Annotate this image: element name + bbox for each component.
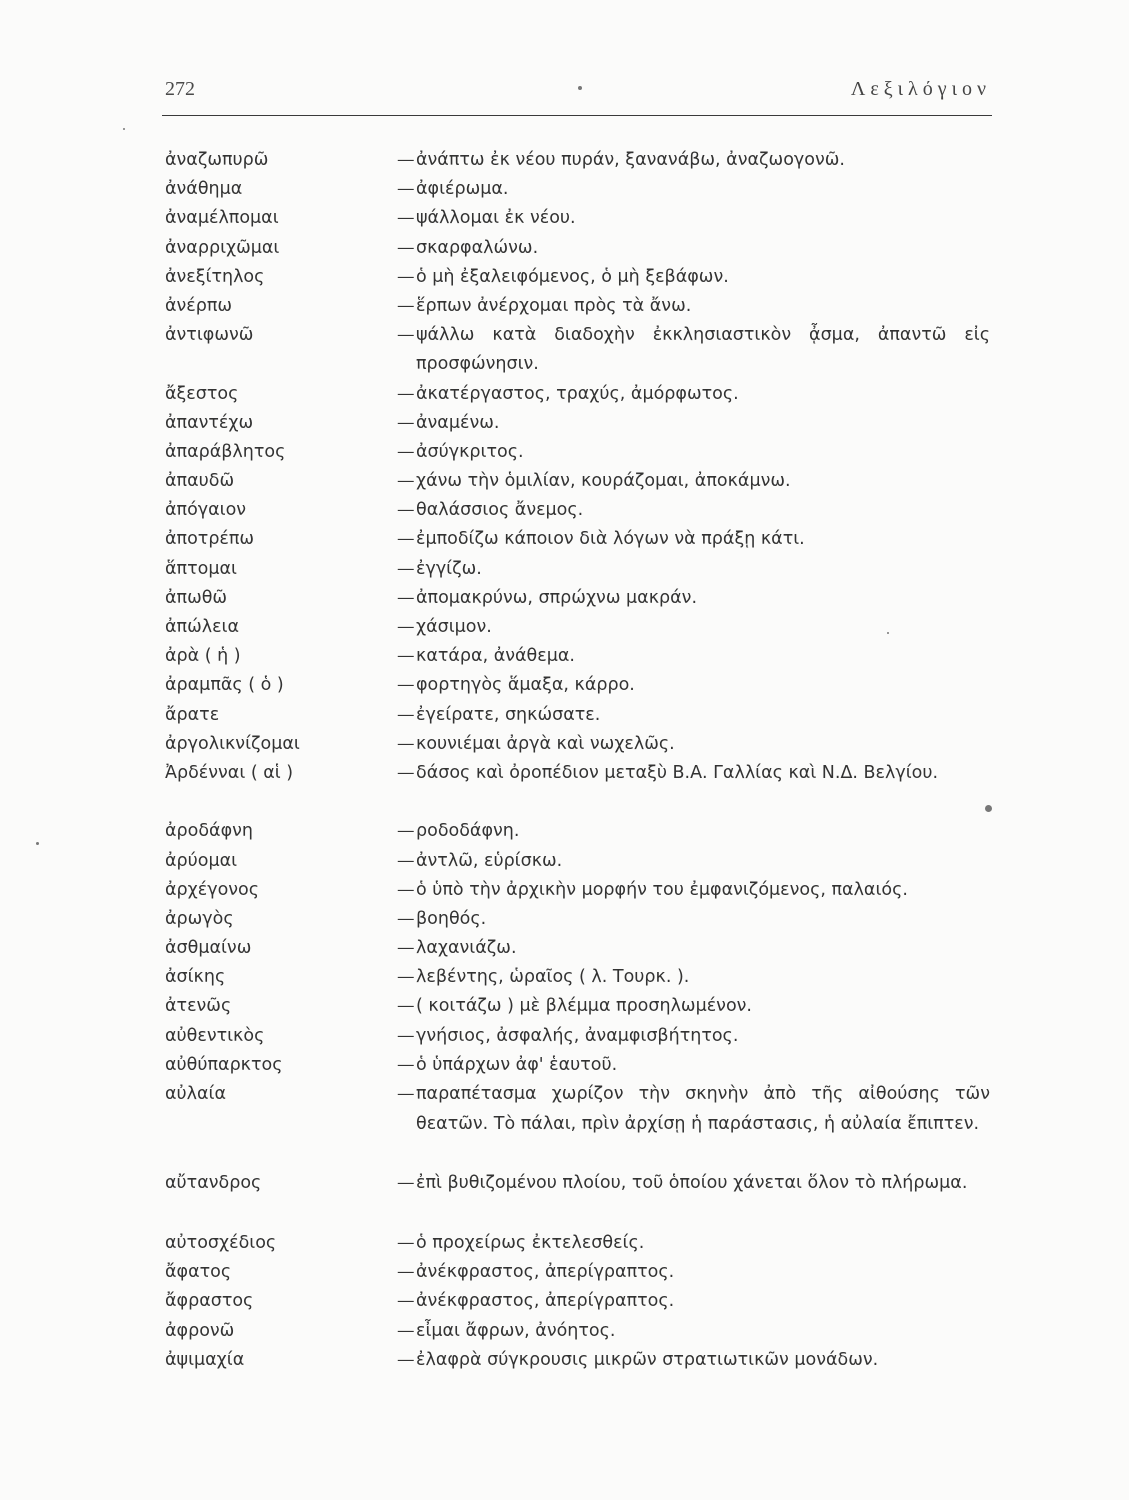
entry-term: ἀργολικνίζομαι [165, 733, 300, 754]
entry-term: ἀσίκης [165, 967, 226, 988]
glossary-entry [165, 409, 995, 438]
entry-definition: ἀντλῶ, εὑρίσκω. [416, 850, 563, 871]
entry-dash: — [397, 1349, 415, 1370]
entry-dash: — [397, 1084, 415, 1105]
entry-definition: ἐμποδίζω κάποιον διὰ λόγων νὰ πράξῃ κάτι. [416, 529, 805, 550]
entry-definition: δάσος καὶ ὀροπέδιον μεταξὺ Β.Α. Γαλλίας καὶ Ν.Δ. Βελγίου. [416, 762, 939, 783]
entry-dash: — [397, 558, 415, 579]
speck [887, 632, 889, 634]
glossary-entry [165, 292, 995, 321]
entry-definition: ἐγγίζω. [416, 558, 482, 579]
glossary-entry [165, 759, 995, 817]
entry-term: αὔτανδρος [165, 1173, 262, 1194]
entry-dash: — [397, 1173, 415, 1194]
entry-term: ἀντιφωνῶ [165, 325, 254, 346]
glossary-entry [165, 263, 995, 292]
entry-term: ἀποτρέπω [165, 529, 255, 550]
page-header [165, 78, 991, 108]
entry-definition: ἀφιέρωμα. [416, 179, 509, 200]
entry-term: ἀροδάφνη [165, 821, 254, 842]
entry-dash: — [397, 179, 415, 200]
glossary-entry [165, 555, 995, 584]
glossary-entry [165, 525, 995, 554]
entry-definition: ἐλαφρὰ σύγκρουσις μικρῶν στρατιωτικῶν μονάδων. [416, 1349, 879, 1370]
entry-dash: — [397, 500, 415, 521]
entry-definition: ἀκατέργαστος, τραχύς, ἀμόρφωτος. [416, 383, 739, 404]
entry-dash: — [397, 850, 415, 871]
running-title: Λεξιλόγιον [850, 78, 991, 100]
entry-definition: ὁ ὑπὸ τὴν ἀρχικὴν μορφήν του ἐμφανιζόμενος, παλαιός. [416, 879, 908, 900]
entry-definition: χάσιμον. [416, 617, 492, 638]
glossary-entry [165, 321, 995, 379]
glossary-entry [165, 701, 995, 730]
entry-definition: φορτηγὸς ἅμαξα, κάρρο. [416, 675, 635, 696]
entry-definition: παραπέτασμα χωρίζον τὴν σκηνὴν ἀπὸ τῆς αἰθούσης τῶν θεατῶν. Τὸ πάλαι, πρὶν ἀρχίσῃ ἡ παράστασις, ἡ αὐλαία ἔπιπτεν. [416, 1084, 990, 1134]
entry-term: ἄξεστος [165, 383, 239, 404]
entry-dash: — [397, 675, 415, 696]
entry-definition: κατάρα, ἀνάθεμα. [416, 646, 575, 667]
entry-term: ἀρὰ ( ἡ ) [165, 646, 241, 667]
entry-dash: — [397, 587, 415, 608]
entry-definition: λαχανιάζω. [416, 938, 517, 959]
entry-term: ἀνάθημα [165, 179, 243, 200]
entry-dash: — [397, 879, 415, 900]
entry-term: ἀναμέλπομαι [165, 208, 279, 229]
speck [123, 128, 125, 130]
entry-definition: ἐγείρατε, σηκώσατε. [416, 704, 601, 725]
glossary-entry [165, 1051, 995, 1080]
entry-dash: — [397, 938, 415, 959]
glossary-entry [165, 671, 995, 700]
glossary-entry [165, 905, 995, 934]
glossary-entry [165, 438, 995, 467]
speck [36, 842, 39, 845]
entry-term: ἀψιμαχία [165, 1349, 245, 1370]
glossary-entry [165, 1346, 995, 1375]
glossary-entry [165, 1080, 995, 1169]
entry-definition: ἀνέκφραστος, ἀπερίγραπτος. [416, 1262, 675, 1283]
entry-dash: — [397, 821, 415, 842]
glossary-entry [165, 1229, 995, 1258]
glossary-entry [165, 496, 995, 525]
entry-term: ἄφραστος [165, 1291, 254, 1312]
entry-definition: βοηθός. [416, 908, 487, 929]
glossary-entry [165, 1317, 995, 1346]
glossary-entry [165, 234, 995, 263]
entry-term: ἀνεξίτηλος [165, 266, 265, 287]
glossary-entry [165, 847, 995, 876]
entry-term: ἀπώλεια [165, 617, 239, 638]
entry-definition: ἐπὶ βυθιζομένου πλοίου, τοῦ ὁποίου χάνεται ὅλον τὸ πλήρωμα. [416, 1173, 968, 1194]
glossary-entry [165, 1258, 995, 1287]
entry-dash: — [397, 237, 415, 258]
glossary-entry [165, 817, 995, 846]
entry-dash: — [397, 1291, 415, 1312]
entry-term: ἀναρριχῶμαι [165, 237, 280, 258]
entry-dash: — [397, 441, 415, 462]
entry-term: ἀφρονῶ [165, 1320, 235, 1341]
entry-term: ἀπωθῶ [165, 587, 228, 608]
glossary-entry [165, 175, 995, 204]
entry-definition: ὁ μὴ ἐξαλειφόμενος, ὁ μὴ ξεβάφων. [416, 266, 729, 287]
glossary-entry [165, 1287, 995, 1316]
entry-dash: — [397, 150, 415, 170]
glossary-entry [165, 730, 995, 759]
entry-dash: — [397, 996, 415, 1017]
entry-term: ἄρατε [165, 704, 220, 725]
entry-term: αὐθύπαρκτος [165, 1054, 283, 1075]
entry-dash: — [397, 967, 415, 988]
speck [578, 86, 582, 90]
entry-dash: — [397, 383, 415, 404]
glossary-entry [165, 467, 995, 496]
entry-term: ἀρχέγονος [165, 879, 260, 900]
entry-definition: ἕρπων ἀνέρχομαι πρὸς τὰ ἄνω. [416, 295, 692, 316]
entry-dash: — [397, 733, 415, 754]
entry-definition: σκαρφαλώνω. [416, 237, 539, 258]
glossary-entry [165, 992, 995, 1021]
entry-term: ἀρύομαι [165, 850, 238, 871]
entry-definition: εἶμαι ἄφρων, ἀνόητος. [416, 1320, 616, 1341]
entry-dash: — [397, 1054, 415, 1075]
entry-dash: — [397, 1320, 415, 1341]
entry-definition: ροδοδάφνη. [416, 821, 520, 842]
glossary-entry [165, 380, 995, 409]
entry-term: ἅπτομαι [165, 558, 237, 579]
entry-definition: κουνιέμαι ἀργὰ καὶ νωχελῶς. [416, 733, 675, 754]
page-number: 272 [165, 78, 195, 100]
entry-dash: — [397, 208, 415, 229]
entry-definition: ἀπομακρύνω, σπρώχνω μακράν. [416, 587, 698, 608]
entry-term: ἄφατος [165, 1262, 232, 1283]
entry-term: ἀνέρπω [165, 295, 233, 316]
glossary-entry [165, 963, 995, 992]
entry-dash: — [397, 266, 415, 287]
entry-definition: ψάλλομαι ἐκ νέου. [416, 208, 576, 229]
header-rule [162, 115, 992, 116]
entry-definition: ψάλλω κατὰ διαδοχὴν ἐκκλησιαστικὸν ᾆσμα, ἀπαντῶ εἰς προσφώνησιν. [416, 325, 990, 375]
glossary-entry [165, 876, 995, 905]
entry-definition: θαλάσσιος ἄνεμος. [416, 500, 584, 521]
entry-dash: — [397, 325, 415, 346]
entry-dash: — [397, 1233, 415, 1254]
glossary-entry [165, 1169, 995, 1229]
entry-dash: — [397, 471, 415, 492]
glossary-entry [165, 934, 995, 963]
entry-term: ἀναζωπυρῶ [165, 150, 269, 170]
entry-definition: λεβέντης, ὡραῖος ( λ. Τουρκ. ). [416, 967, 690, 988]
entry-term: ἀπαράβλητος [165, 441, 286, 462]
entry-term: αὐτοσχέδιος [165, 1233, 277, 1254]
entry-term: ἀπόγαιον [165, 500, 247, 521]
entry-dash: — [397, 1262, 415, 1283]
glossary-entry [165, 642, 995, 671]
entry-definition: γνήσιος, ἀσφαλής, ἀναμφισβήτητος. [416, 1025, 739, 1046]
entry-term: ἀπαυδῶ [165, 471, 235, 492]
entry-definition: ὁ ὑπάρχων ἀφ' ἑαυτοῦ. [416, 1054, 618, 1075]
entry-dash: — [397, 646, 415, 667]
entry-definition: ἀσύγκριτος. [416, 441, 524, 462]
entry-definition: ἀναμένω. [416, 412, 500, 433]
entry-dash: — [397, 412, 415, 433]
entry-dash: — [397, 762, 415, 783]
entry-term: ἀσθμαίνω [165, 938, 252, 959]
entry-dash: — [397, 704, 415, 725]
glossary-entry [165, 613, 995, 642]
entry-dash: — [397, 529, 415, 550]
entry-dash: — [397, 617, 415, 638]
glossary-entry [165, 584, 995, 613]
glossary-list [165, 146, 995, 1375]
entry-term: αὐθεντικὸς [165, 1025, 265, 1046]
entry-definition: ὁ προχείρως ἐκτελεσθείς. [416, 1233, 645, 1254]
entry-term: ἀπαντέχω [165, 412, 254, 433]
glossary-entry [165, 204, 995, 233]
entry-term: αὐλαία [165, 1084, 227, 1105]
glossary-entry [165, 1022, 995, 1051]
entry-dash: — [397, 295, 415, 316]
entry-term: ἀρωγὸς [165, 908, 234, 929]
entry-term: Ἀρδένναι ( αἱ ) [165, 762, 294, 783]
entry-term: ἀτενῶς [165, 996, 232, 1017]
entry-dash: — [397, 1025, 415, 1046]
entry-definition: ἀνέκφραστος, ἀπερίγραπτος. [416, 1291, 675, 1312]
entry-term: ἀραμπᾶς ( ὁ ) [165, 675, 284, 696]
speck [985, 805, 992, 812]
entry-definition: ἀνάπτω ἐκ νέου πυράν, ξανανάβω, ἀναζωογονῶ. [416, 150, 845, 170]
glossary-entry [165, 146, 995, 175]
entry-dash: — [397, 908, 415, 929]
entry-definition: χάνω τὴν ὁμιλίαν, κουράζομαι, ἀποκάμνω. [416, 471, 791, 492]
entry-definition: ( κοιτάζω ) μὲ βλέμμα προσηλωμένον. [416, 996, 752, 1017]
